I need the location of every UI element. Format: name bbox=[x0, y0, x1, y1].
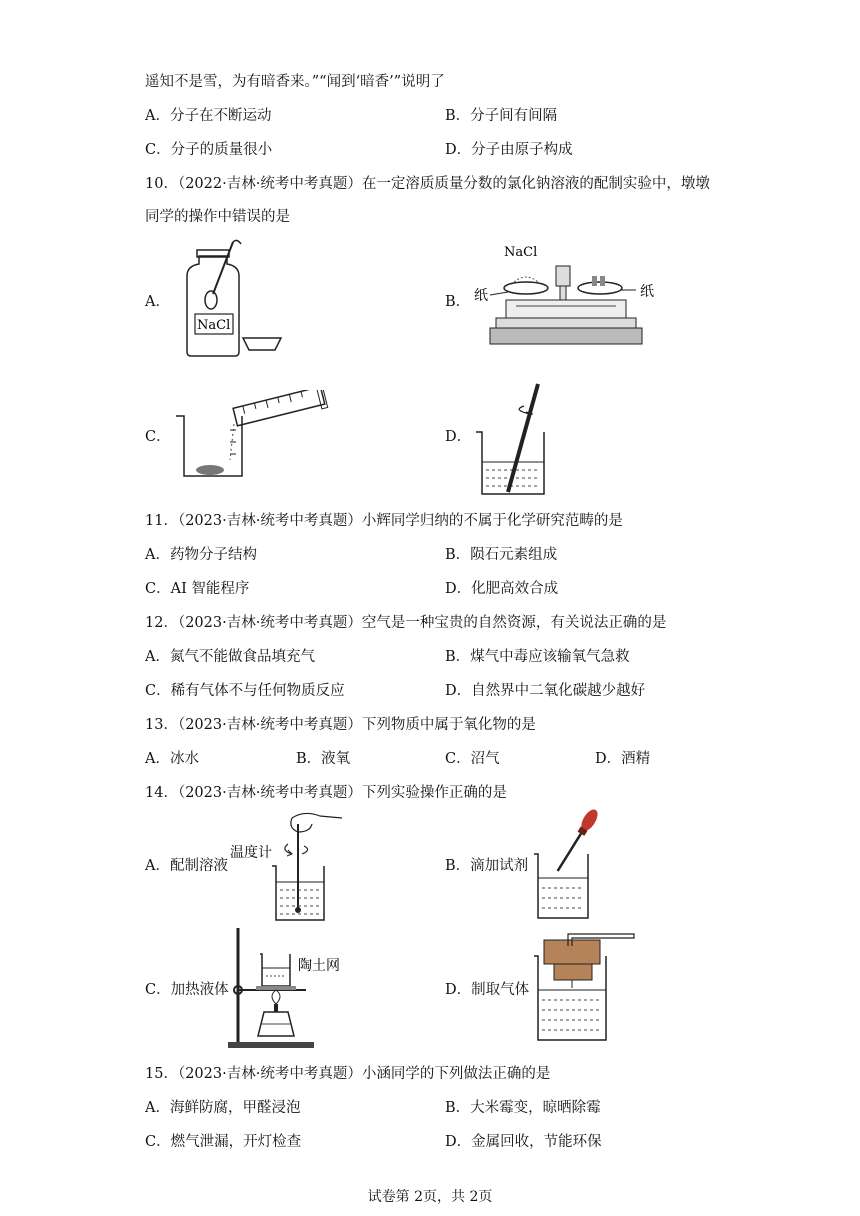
q11-option-c[interactable]: C．AI 智能程序 bbox=[145, 581, 250, 597]
page-footer: 试卷第 2页，共 2页 bbox=[367, 1189, 493, 1205]
q9-option-d[interactable]: D．分子由原子构成 bbox=[445, 142, 573, 158]
q12-option-b[interactable]: B．煤气中毒应该输氧气急救 bbox=[445, 649, 630, 665]
nacl-label: NaCl bbox=[197, 318, 231, 333]
q9-option-c[interactable]: C．分子的质量很小 bbox=[145, 142, 273, 158]
q13-option-a[interactable]: A．冰水 bbox=[145, 751, 199, 767]
q12-stem: 12．（2023·吉林·统考中考真题）空气是一种宝贵的自然资源，有关说法正确的是 bbox=[145, 615, 667, 631]
q10-option-b[interactable]: B． bbox=[445, 294, 471, 310]
q10-figure-c bbox=[170, 390, 330, 482]
q12-option-a[interactable]: A．氮气不能做食品填充气 bbox=[145, 649, 315, 665]
q13-option-b[interactable]: B．液氧 bbox=[296, 751, 351, 767]
paper-label-left: 纸 bbox=[474, 288, 488, 304]
q13-option-c[interactable]: C．沼气 bbox=[445, 751, 500, 767]
q14-option-d[interactable]: D．制取气体 bbox=[445, 982, 530, 998]
iron-stand-alcohol-lamp-icon bbox=[226, 924, 366, 1052]
intro-line: 遥知不是雪，为有暗香来。”“闻到‘暗香’”说明了 bbox=[145, 74, 445, 90]
q14-option-b[interactable]: B．滴加试剂 bbox=[445, 858, 529, 874]
q14-stem: 14．（2023·吉林·统考中考真题）下列实验操作正确的是 bbox=[145, 785, 507, 801]
q15-option-b[interactable]: B．大米霉变，晾晒除霉 bbox=[445, 1100, 601, 1116]
nacl-label-b: NaCl bbox=[504, 245, 538, 260]
q14-option-a[interactable]: A．配制溶液 bbox=[145, 858, 228, 874]
q14-figure-b bbox=[530, 806, 610, 922]
q13-stem: 13．（2023·吉林·统考中考真题）下列物质中属于氧化物的是 bbox=[145, 717, 536, 733]
q13-option-d[interactable]: D．酒精 bbox=[595, 751, 651, 767]
paper-label-right: 纸 bbox=[640, 284, 654, 300]
thermometer-stirring-icon bbox=[230, 810, 350, 926]
q10-option-c[interactable]: C． bbox=[145, 429, 171, 445]
q11-option-a[interactable]: A．药物分子结构 bbox=[145, 547, 257, 563]
q15-stem: 15．（2023·吉林·统考中考真题）小涵同学的下列做法正确的是 bbox=[145, 1066, 551, 1082]
thermometer-label: 温度计 bbox=[230, 845, 272, 861]
q11-option-d[interactable]: D．化肥高效合成 bbox=[445, 581, 559, 597]
dropper-beaker-icon bbox=[530, 806, 610, 922]
q14-figure-c bbox=[226, 924, 366, 1052]
q10-option-a[interactable]: A． bbox=[145, 294, 170, 310]
q10-figure-a bbox=[175, 236, 295, 358]
gas-generation-apparatus-icon bbox=[530, 926, 640, 1044]
q10-stem-line2: 同学的操作中错误的是 bbox=[145, 209, 290, 225]
q15-option-c[interactable]: C．燃气泄漏，开灯检查 bbox=[145, 1134, 302, 1150]
q9-option-b[interactable]: B．分子间有间隔 bbox=[445, 108, 558, 124]
stirring-rod-beaker-icon bbox=[472, 380, 562, 498]
reagent-bottle-spoon-icon bbox=[175, 236, 295, 358]
balance-scale-icon bbox=[470, 240, 670, 356]
gauze-label: 陶土网 bbox=[298, 958, 340, 974]
q14-option-c[interactable]: C．加热液体 bbox=[145, 982, 229, 998]
q12-option-d[interactable]: D．自然界中二氧化碳越少越好 bbox=[445, 683, 646, 699]
q14-figure-d bbox=[530, 926, 640, 1044]
q14-figure-a bbox=[230, 810, 350, 926]
q11-stem: 11．（2023·吉林·统考中考真题）小辉同学归纳的不属于化学研究范畴的是 bbox=[145, 513, 623, 529]
graduated-cylinder-pouring-icon bbox=[170, 390, 330, 482]
q10-figure-d bbox=[472, 380, 562, 498]
q10-stem-line1: 10．（2022·吉林·统考中考真题）在一定溶质质量分数的氯化钠溶液的配制实验中，墩墩 bbox=[145, 176, 710, 192]
q10-option-d[interactable]: D． bbox=[445, 429, 472, 445]
q12-option-c[interactable]: C．稀有气体不与任何物质反应 bbox=[145, 683, 345, 699]
q15-option-a[interactable]: A．海鲜防腐，甲醛浸泡 bbox=[145, 1100, 301, 1116]
q10-figure-b bbox=[470, 240, 670, 356]
q9-option-a[interactable]: A．分子在不断运动 bbox=[145, 108, 272, 124]
q15-option-d[interactable]: D．金属回收，节能环保 bbox=[445, 1134, 602, 1150]
q11-option-b[interactable]: B．陨石元素组成 bbox=[445, 547, 558, 563]
